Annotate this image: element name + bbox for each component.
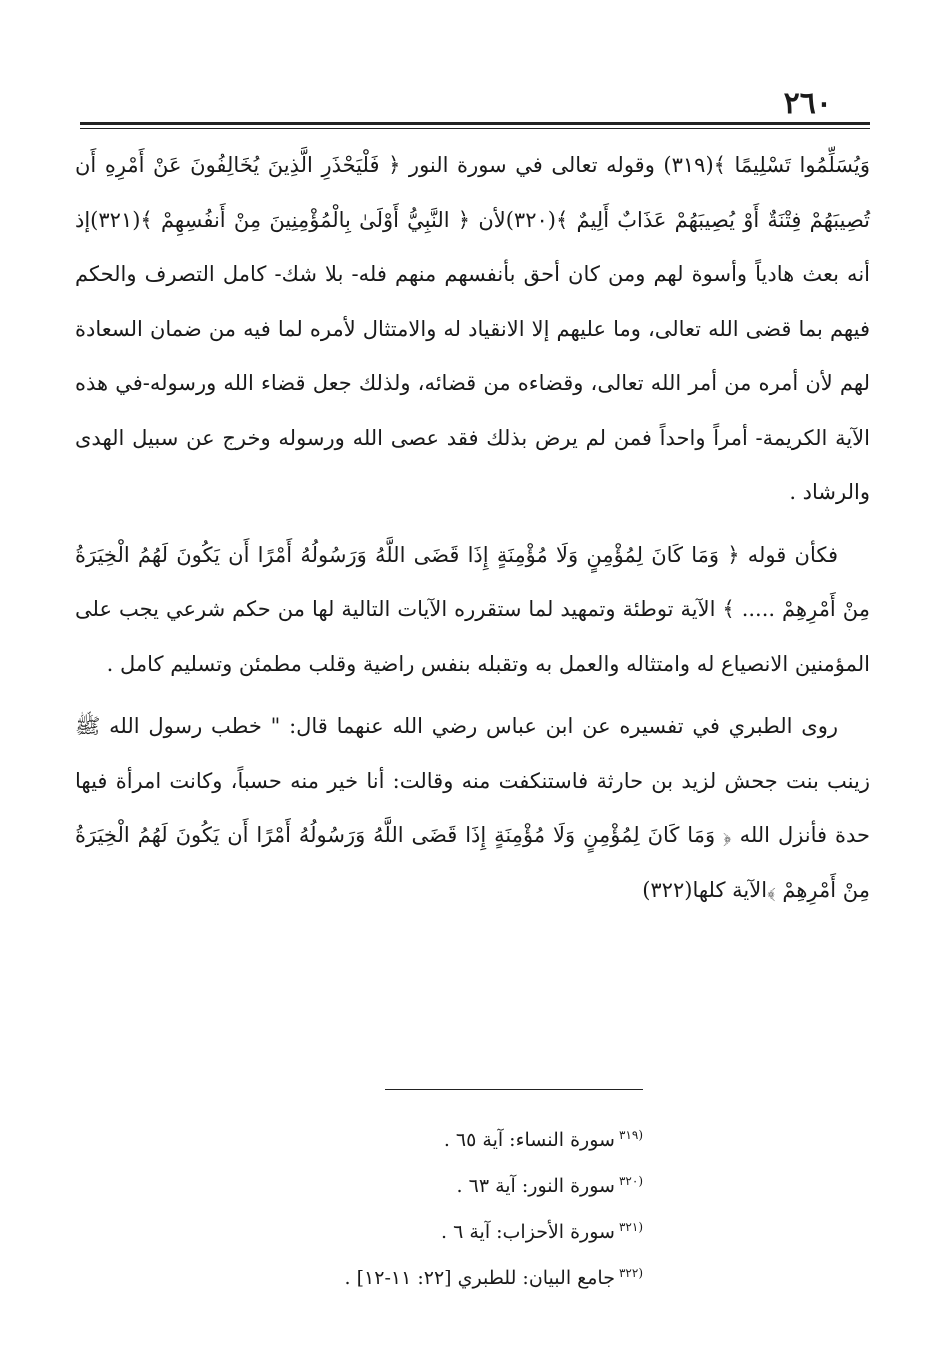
footnote-319 — [250, 1117, 643, 1163]
footnote-322 — [250, 1255, 643, 1301]
footnote-number: (٣٢٢ — [618, 1265, 643, 1280]
footnote-text: سورة النساء: آية ٦٥ . — [443, 1129, 615, 1151]
footnote-320 — [250, 1163, 643, 1209]
body-text — [75, 138, 870, 925]
footnote-321 — [250, 1209, 643, 1255]
paragraph-2: فكأن قوله ﴿ وَمَا كَانَ لِمُؤْمِنٍ وَلَا مُؤْمِنَةٍ إِذَا قَضَى اللَّهُ وَرَسُولُهُ أَمْرًا أَن يَكُونَ لَهُمُ الْخِيَرَةُ مِنْ أَمْرِهِمْ ..... ﴾ الآية توطئة وتمهيد لما ستقرره الآيات التالية لها من حكم شرعي يجب على المؤمنين الانصياع له وامتثاله والعمل به وتقبله بنفس راضية وقلب مطمئن وتسليم كامل . — [75, 542, 870, 676]
page-number: ٢٦٠ — [783, 86, 832, 121]
footnotes — [250, 1117, 643, 1301]
footnote-number: (٣٢٠ — [618, 1173, 643, 1188]
footnote-text: سورة الأحزاب: آية ٦ . — [441, 1221, 615, 1243]
footnote-text: جامع البيان: للطبري [٢٢: ١١-١٢] . — [344, 1267, 615, 1289]
footnote-rule — [385, 1089, 643, 1090]
header-rule — [80, 122, 870, 125]
paragraph-1: وَيُسَلِّمُوا تَسْلِيمًا ﴾(٣١٩) وقوله تعالى في سورة النور ﴿ فَلْيَحْذَرِ الَّذِينَ يُخَالِفُونَ عَنْ أَمْرِهِ أَن تُصِيبَهُمْ فِتْنَةٌ أَوْ يُصِيبَهُمْ عَذَابٌ أَلِيمٌ ﴾(٣٢٠)لأن ﴿ النَّبِيُّ أَوْلَىٰ بِالْمُؤْمِنِينَ مِنْ أَنفُسِهِمْ ﴾(٣٢١)إذ أنه بعث هادياً وأسوة لهم ومن كان أحق بأنفسهم منهم فله- بلا شك- كامل التصرف والحكم فيهم بما قضى الله تعالى، وما عليهم إلا الانقياد له والامتثال لأمره لما فيه من ضمان السعادة لهم لأن أمره من أمر الله تعالى، وقضاءه من قضائه، ولذلك جعل قضاء الله ورسوله-في هذه الآية الكريمة- أمراً واحداً فمن لم يرض بذلك فقد عصى الله ورسوله وخرج عن سبيل الهدى والرشاد . — [75, 153, 870, 504]
footnote-number: (٣١٩ — [618, 1127, 643, 1142]
paragraph-3: روى الطبري في تفسيره عن ابن عباس رضي الله عنهما قال: " خطب رسول الله ﷺ زينب بنت جحش لزيد بن حارثة فاستنكفت منه وقالت: أنا خير منه حسباً، وكانت امرأة فيها حدة فأنزل الله ﴿ وَمَا كَانَ لِمُؤْمِنٍ وَلَا مُؤْمِنَةٍ إِذَا قَضَى اللَّهُ وَرَسُولُهُ أَمْرًا أَن يَكُونَ لَهُمُ الْخِيَرَةُ مِنْ أَمْرِهِمْ ﴾الآية كلها(٣٢٢) — [75, 714, 870, 902]
footnote-number: (٣٢١ — [618, 1219, 643, 1234]
footnote-text: سورة النور: آية ٦٣ . — [456, 1175, 615, 1197]
header-rule-thin — [80, 128, 870, 129]
